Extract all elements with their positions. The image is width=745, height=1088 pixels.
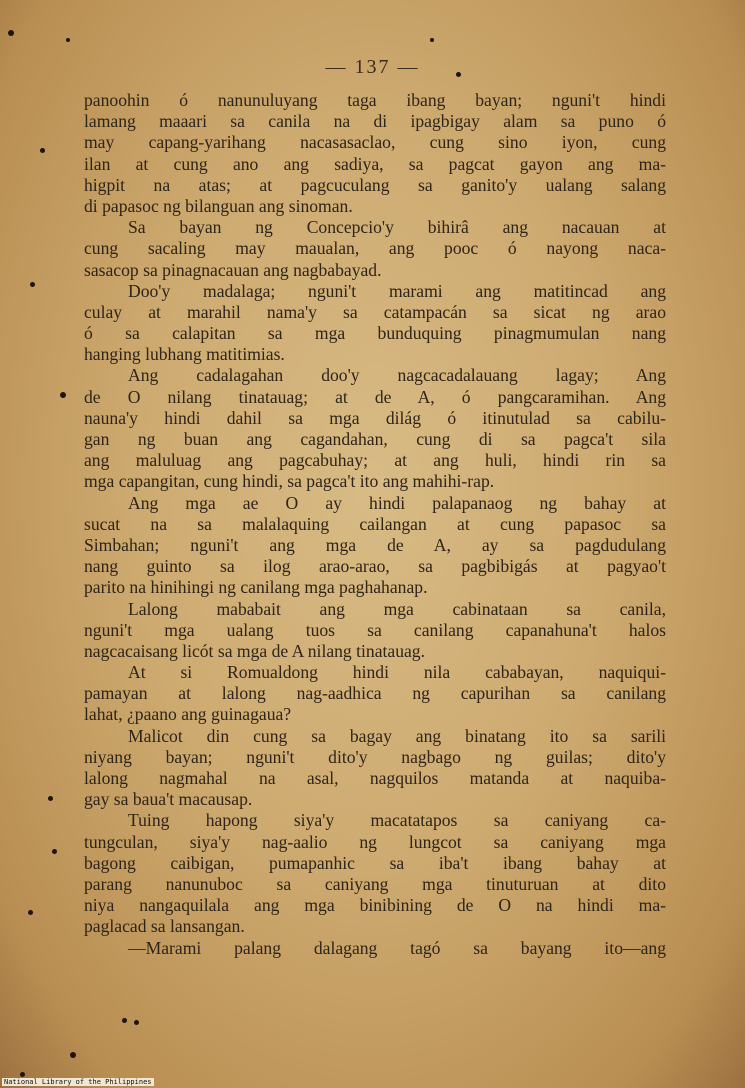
text-line: ang maluluag ang pagcabuhay; at ang huli, hindi rin sa [84, 450, 666, 471]
text-line: di papasoc ng bilanguan ang sinoman. [84, 195, 353, 216]
text-line: gay sa baua't macausap. [84, 789, 253, 810]
ink-spot [28, 910, 33, 915]
text-line: paglacad sa lansangan. [84, 916, 245, 937]
text-line: cung sacaling may maualan, ang pooc ó nayong naca- [84, 238, 666, 259]
text-line: ó sa calapitan sa mga bunduquing pinagmumulan nang [84, 323, 666, 344]
text-line: sucat na sa malalaquing cailangan at cung papasoc sa [84, 513, 666, 534]
text-line: lalong nagmahal na asal, nagquilos matanda at naquiba- [84, 768, 666, 788]
ink-spot [40, 148, 45, 153]
text-line: lamang maaari sa canila na di ipagbigay alam sa puno ó [84, 111, 666, 132]
text-line: sasacop sa pinagnacauan ang nagbabayad. [84, 259, 382, 280]
text-line: parang nanunuboc sa caniyang mga tinuturuan at dito [84, 873, 666, 894]
page-number: — 137 — [325, 56, 420, 78]
library-watermark: National Library of the Philippines [4, 1078, 152, 1086]
text-line: Lalong mababait ang mga cabinataan sa canila, [128, 598, 666, 619]
text-line: Ang mga ae O ay hindi palapanaog ng bahay at [128, 492, 666, 513]
text-line: Sa bayan ng Concepcio'y bihirâ ang nacauan at [128, 217, 666, 238]
text-line: —Marami palang dalagang tagó sa bayang ito—ang [128, 937, 666, 958]
text-line: Doo'y madalaga; nguni't marami ang matitincad ang [128, 280, 666, 301]
text-line: nang guinto sa ilog arao-arao, sa pagbibigás at pagyao't [84, 556, 666, 577]
text-line: Malicot din cung sa bagay ang binatang ito sa sarili [128, 725, 666, 746]
body-text [84, 90, 666, 959]
ink-spot [52, 849, 57, 854]
ink-spot [8, 30, 14, 36]
text-line: Tuing hapong siya'y macatatapos sa caniyang ca- [128, 810, 666, 831]
text-line: higpit na atas; at pagcuculang sa ganito'y ualang salang [84, 174, 666, 195]
text-line: niyang bayan; nguni't dito'y nagbago ng guilas; dito'y [84, 746, 666, 767]
text-line: gan ng buan ang cagandahan, cung di sa pagca't sila [84, 429, 666, 449]
ink-spot [20, 1072, 25, 1077]
text-line: culay at marahil nama'y sa catampacán sa sicat ng arao [84, 301, 666, 322]
text-line: Simbahan; nguni't ang mga de A, ay sa pagdudulang [84, 534, 666, 555]
ink-spot [430, 38, 434, 42]
text-line: tungculan, siya'y nag-aalio ng lungcot sa caniyang mga [84, 831, 666, 852]
text-line: niya nangaquilala ang mga binibining de O na hindi ma- [84, 895, 666, 916]
text-line: bagong caibigan, pumapanhic sa iba't ibang bahay at [84, 852, 666, 873]
text-line: hanging lubhang matitimias. [84, 344, 285, 365]
text-line: lahat, ¿paano ang guinagaua? [84, 704, 292, 725]
text-line: Ang cadalagahan doo'y nagcacadalauang lagay; Ang [128, 365, 666, 386]
text-line: may capang-yarihang nacasasaclao, cung sino iyon, cung [84, 132, 666, 153]
text-line: nauna'y hindi dahil sa mga dilág ó itinutulad sa cabilu- [84, 407, 666, 428]
ink-spot [70, 1052, 76, 1058]
ink-spot [122, 1018, 127, 1023]
ink-spot [456, 72, 461, 77]
text-line: panoohin ó nanunuluyang taga ibang bayan; nguni't hindi [84, 90, 666, 110]
text-line: mga capangitan, cung hindi, sa pagca't ito ang mahihi-rap. [84, 471, 495, 492]
text-line: ilan at cung ano ang sadiya, sa pagcat gayon ang ma- [84, 153, 666, 174]
text-line: nagcacaisang licót sa mga de A nilang tinatauag. [84, 640, 426, 661]
ink-spot [60, 392, 66, 398]
text-line: At si Romualdong hindi nila cababayan, naquiqui- [128, 662, 666, 683]
ink-spot [134, 1020, 139, 1025]
ink-spot [48, 796, 53, 801]
text-line: nguni't mga ualang tuos sa canilang capanahuna't halos [84, 619, 666, 640]
ink-spot [66, 38, 70, 42]
text-line: parito na hinihingi ng canilang mga paghahanap. [84, 577, 428, 598]
text-line: de O nilang tinatauag; at de A, ó pangcaramihan. Ang [84, 386, 666, 407]
text-line: pamayan at lalong nag-aadhica ng capurihan sa canilang [84, 683, 666, 704]
ink-spot [30, 282, 35, 287]
